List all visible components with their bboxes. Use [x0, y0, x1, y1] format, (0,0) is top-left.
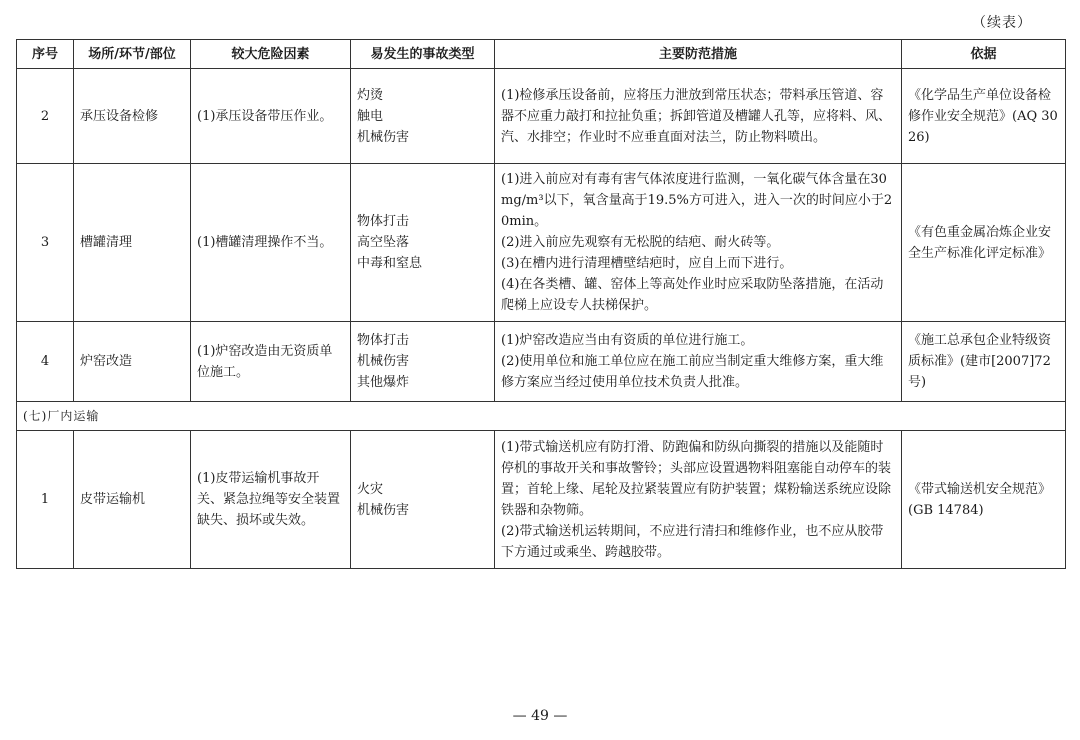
cell-measures — [495, 431, 902, 569]
cell-location: 槽罐清理 — [74, 164, 191, 322]
cell-seq: 4 — [17, 322, 74, 402]
table-row — [17, 431, 1066, 569]
accident-type: 物体打击 — [357, 214, 410, 229]
cell-accident — [351, 322, 495, 402]
cell-hazard: (1)承压设备带压作业。 — [191, 69, 351, 164]
cell-accident — [351, 69, 495, 164]
section-row — [17, 402, 1066, 431]
measure-item: (4)在各类槽、罐、窑体上等高处作业时应采取防坠落措施，在活动爬梯上应设专人扶梯保护。 — [501, 277, 884, 313]
header-hazard: 较大危险因素 — [191, 40, 351, 69]
header-basis: 依据 — [902, 40, 1066, 69]
accident-type: 触电 — [357, 108, 384, 124]
cell-basis: 《化学品生产单位设备检修作业安全规范》(AQ 3026) — [902, 69, 1066, 164]
cell-seq: 1 — [17, 431, 74, 569]
accident-type: 其他爆炸 — [357, 375, 410, 390]
cell-location: 炉窑改造 — [74, 322, 191, 402]
accident-type: 高空坠落 — [357, 235, 410, 250]
header-row — [17, 40, 1066, 69]
cell-seq: 3 — [17, 164, 74, 322]
measure-item: (2)带式输送机运转期间，不应进行清扫和维修作业，也不应从胶带下方通过或乘坐、跨越胶带。 — [501, 523, 884, 560]
cell-seq: 2 — [17, 69, 74, 164]
measure-item: (1)检修承压设备前，应将压力泄放到常压状态；带料承压管道、容器不应重力敲打和拉扯负重；拆卸管道及槽罐人孔等，应将料、风、汽、水排空；作业时不应垂直面对法兰，防止物料喷出。 — [501, 87, 892, 145]
cell-measures — [495, 322, 902, 402]
cell-hazard: (1)炉窑改造由无资质单位施工。 — [191, 322, 351, 402]
header-location: 场所/环节/部位 — [74, 40, 191, 69]
cell-basis: 《施工总承包企业特级资质标准》(建市[2007]72号) — [902, 322, 1066, 402]
accident-type: 灼烫 — [357, 87, 384, 103]
accident-type: 物体打击 — [357, 333, 410, 348]
cell-measures — [495, 164, 902, 322]
cell-basis: 《有色重金属冶炼企业安全生产标准化评定标准》 — [902, 164, 1066, 322]
cell-measures — [495, 69, 902, 164]
measure-item: (1)带式输送机应有防打滑、防跑偏和防纵向撕裂的措施以及能随时停机的事故开关和事故警铃；头部应设置遇物料阻塞能自动停车的装置；首轮上缘、尾轮及拉紧装置应有防护装置；煤粉输送系统应设除铁器和杂物筛。 — [501, 439, 892, 518]
header-measures: 主要防范措施 — [495, 40, 902, 69]
accident-type: 机械伤害 — [357, 129, 410, 145]
table-row — [17, 69, 1066, 164]
header-seq: 序号 — [17, 40, 74, 69]
cell-hazard: (1)槽罐清理操作不当。 — [191, 164, 351, 322]
table-row — [17, 164, 1066, 322]
page-number: — 49 — — [512, 708, 568, 724]
hazard-table — [16, 39, 1066, 569]
accident-type: 机械伤害 — [357, 502, 410, 518]
cell-location: 皮带运输机 — [74, 431, 191, 569]
measure-item: (3)在槽内进行清理槽壁结疤时，应自上而下进行。 — [501, 256, 793, 271]
accident-type: 中毒和窒息 — [357, 256, 423, 271]
cell-accident — [351, 431, 495, 569]
measure-item: (2)使用单位和施工单位应在施工前应当制定重大维修方案，重大维修方案应当经过使用单位技术负责人批准。 — [501, 354, 884, 390]
accident-type: 机械伤害 — [357, 354, 410, 369]
continuation-label: （续表） — [972, 15, 1032, 31]
measure-item: (2)进入前应先观察有无松脱的结疤、耐火砖等。 — [501, 235, 780, 250]
accident-type: 火灾 — [357, 481, 384, 497]
section-title: (七)厂内运输 — [17, 402, 1066, 431]
cell-hazard: (1)皮带运输机事故开关、紧急拉绳等安全装置缺失、损坏或失效。 — [191, 431, 351, 569]
table-row — [17, 322, 1066, 402]
cell-basis: 《带式输送机安全规范》(GB 14784) — [902, 431, 1066, 569]
measure-item: (1)进入前应对有毒有害气体浓度进行监测，一氧化碳气体含量在30mg/m³以下，氧含量高于19.5%方可进入，进入一次的时间应小于20min。 — [501, 172, 893, 229]
header-accident: 易发生的事故类型 — [351, 40, 495, 69]
cell-location: 承压设备检修 — [74, 69, 191, 164]
measure-item: (1)炉窑改造应当由有资质的单位进行施工。 — [501, 333, 754, 348]
cell-accident — [351, 164, 495, 322]
